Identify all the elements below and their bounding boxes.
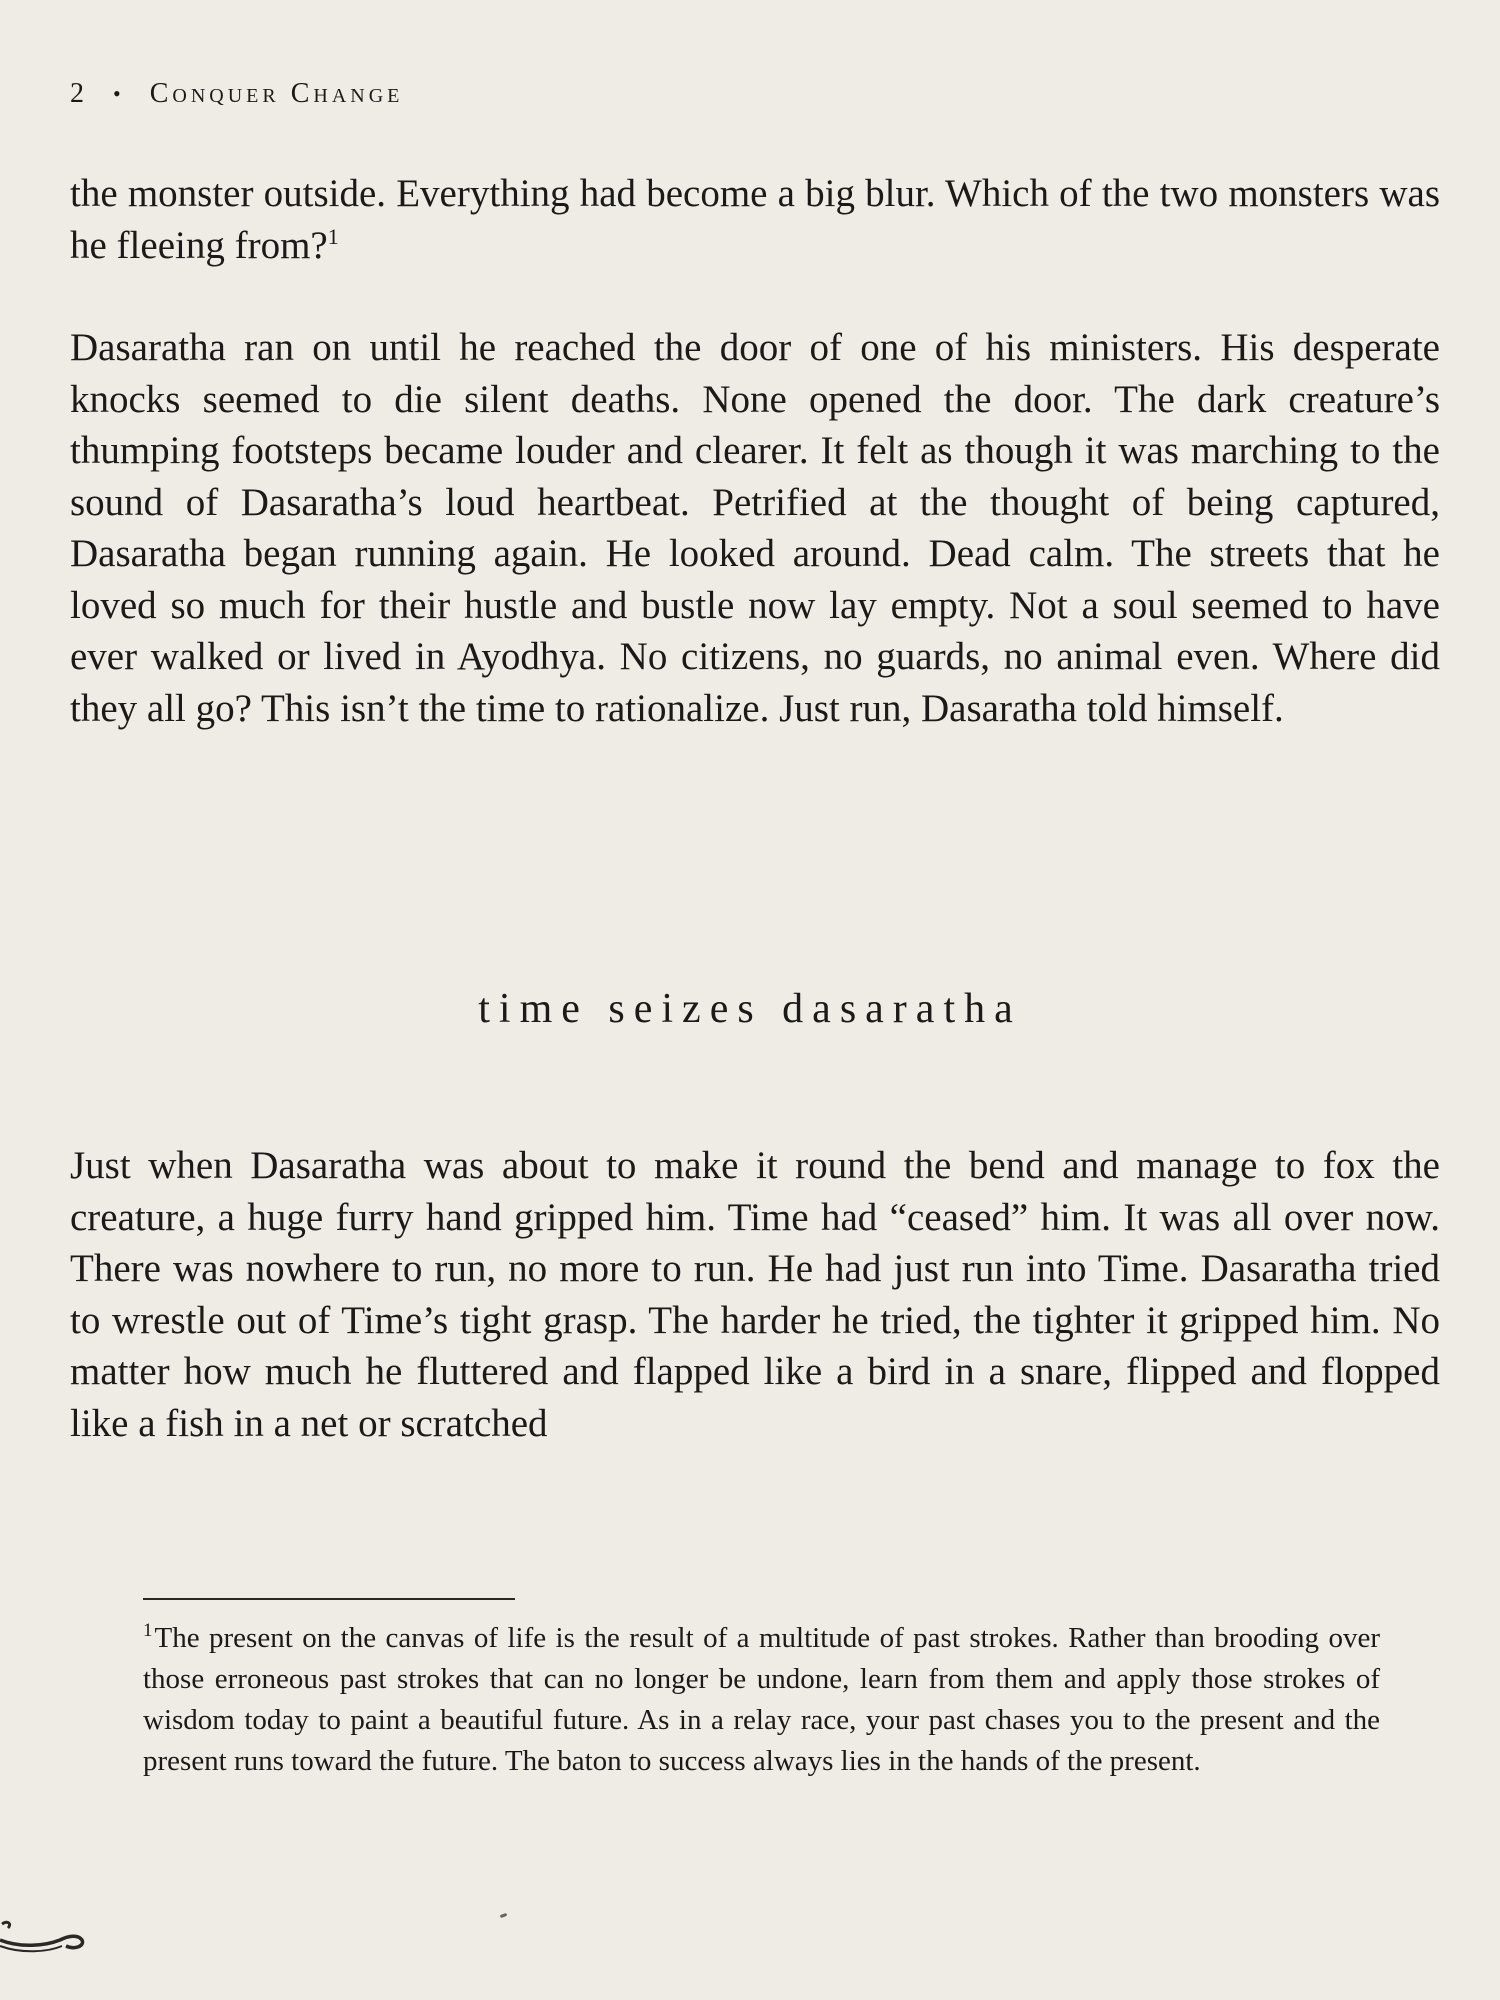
ornament-flourish-icon (0, 1918, 90, 1958)
footnote-divider (143, 1598, 515, 1600)
paragraph-time-grips: Just when Dasaratha was about to make it round the bend and manage to fox the creature, a huge furry hand gripped him. Time had “ceased” him. It was all over now. There was nowhere to run, no more to run. He had just run into Time. Dasaratha tried to wrestle out of Time’s tight grasp. The harder he tried, the tighter it gripped him. No matter how much he fluttered and flapped like a bird in a snare, flipped and flopped like a fish in a net or scratched (70, 1144, 1440, 1445)
footnote-marker: 1 (143, 1620, 153, 1642)
footnote (143, 1618, 1380, 1782)
separator-bullet: • (113, 81, 124, 106)
paragraph-continuation (70, 168, 1440, 271)
footnote-reference: 1 (327, 223, 339, 249)
print-speck (500, 1913, 508, 1918)
paragraph-text: the monster outside. Everything had become a big blur. Which of the two monsters was he fleeing from? (70, 172, 1440, 267)
running-head (70, 78, 403, 110)
book-title: Conquer Change (149, 78, 404, 109)
footnote-text: The present on the canvas of life is the result of a multitude of past strokes. Rather than brooding over those erroneous past strokes that can no longer be undone, learn from them and apply those strokes of wisdom today to paint a beautiful future. As in a relay race, your past chases you to the present and the present runs toward the future. The baton to success always lies in the hands of the present. (143, 1622, 1380, 1777)
page-number: 2 (70, 78, 87, 109)
section-title: time seizes dasaratha (478, 986, 1022, 1032)
paragraph-dasaratha-ran: Dasaratha ran on until he reached the door of one of his ministers. His desperate knocks seemed to die silent deaths. None opened the door. The dark creature’s thumping footsteps became louder and clearer. It felt as though it was marching to the sound of Dasaratha’s loud heartbeat. Petrified at the thought of being captured, Dasaratha began running again. He looked around. Dead calm. The streets that he loved so much for their hustle and bustle now lay empty. Not a soul seemed to have ever walked or lived in Ayodhya. No citizens, no guards, no animal even. Where did they all go? This isn’t the time to rationalize. Just run, Dasaratha told himself. (70, 326, 1440, 730)
